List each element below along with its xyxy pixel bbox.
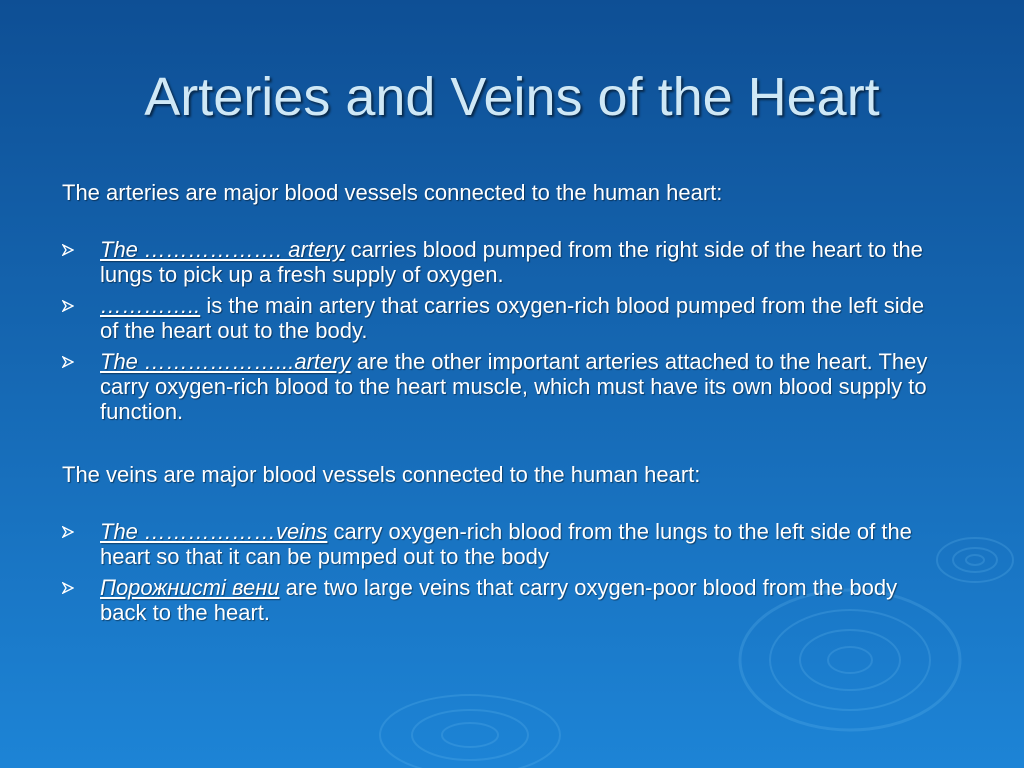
vein-emphasis: Порожнисті вени <box>100 575 280 600</box>
list-item <box>62 237 942 287</box>
artery-emphasis: The ………………. artery <box>100 237 345 262</box>
artery-emphasis: ………….. <box>100 293 201 318</box>
artery-text: is the main artery that carries oxygen-rich blood pumped from the left side of the heart out to the body. <box>100 293 925 343</box>
arrow-bullet-icon <box>62 526 74 538</box>
artery-list <box>62 237 942 424</box>
slide-title: Arteries and Veins of the Heart <box>144 67 880 127</box>
veins-intro: The veins are major blood vessels connected to the human heart: <box>62 462 701 487</box>
vein-text: are two large veins that carry oxygen-poor blood from the body back to the heart. <box>100 575 898 625</box>
vein-text: carry oxygen-rich blood from the lungs to the left side of the heart so that it can be pumped out to the body <box>100 519 912 569</box>
arteries-intro: The arteries are major blood vessels connected to the human heart: <box>62 180 723 205</box>
arrow-bullet-icon <box>62 356 74 368</box>
arrow-bullet-icon <box>62 300 74 312</box>
arrow-bullet-icon <box>62 244 74 256</box>
vein-emphasis: The ………………veins <box>100 519 328 544</box>
list-item <box>62 349 942 424</box>
list-item <box>62 293 942 343</box>
arrow-bullet-icon <box>62 582 74 594</box>
slide-body <box>62 180 942 631</box>
list-item <box>62 575 942 625</box>
artery-emphasis: The ………………...artery <box>100 349 351 374</box>
list-item <box>62 519 942 569</box>
artery-text: are the other important arteries attached to the heart. They carry oxygen-rich blood to the heart muscle, which must have its own blood supply to function. <box>100 349 928 424</box>
artery-text: carries blood pumped from the right side of the heart to the lungs to pick up a fresh supply of oxygen. <box>100 237 923 287</box>
vein-list <box>62 519 942 625</box>
